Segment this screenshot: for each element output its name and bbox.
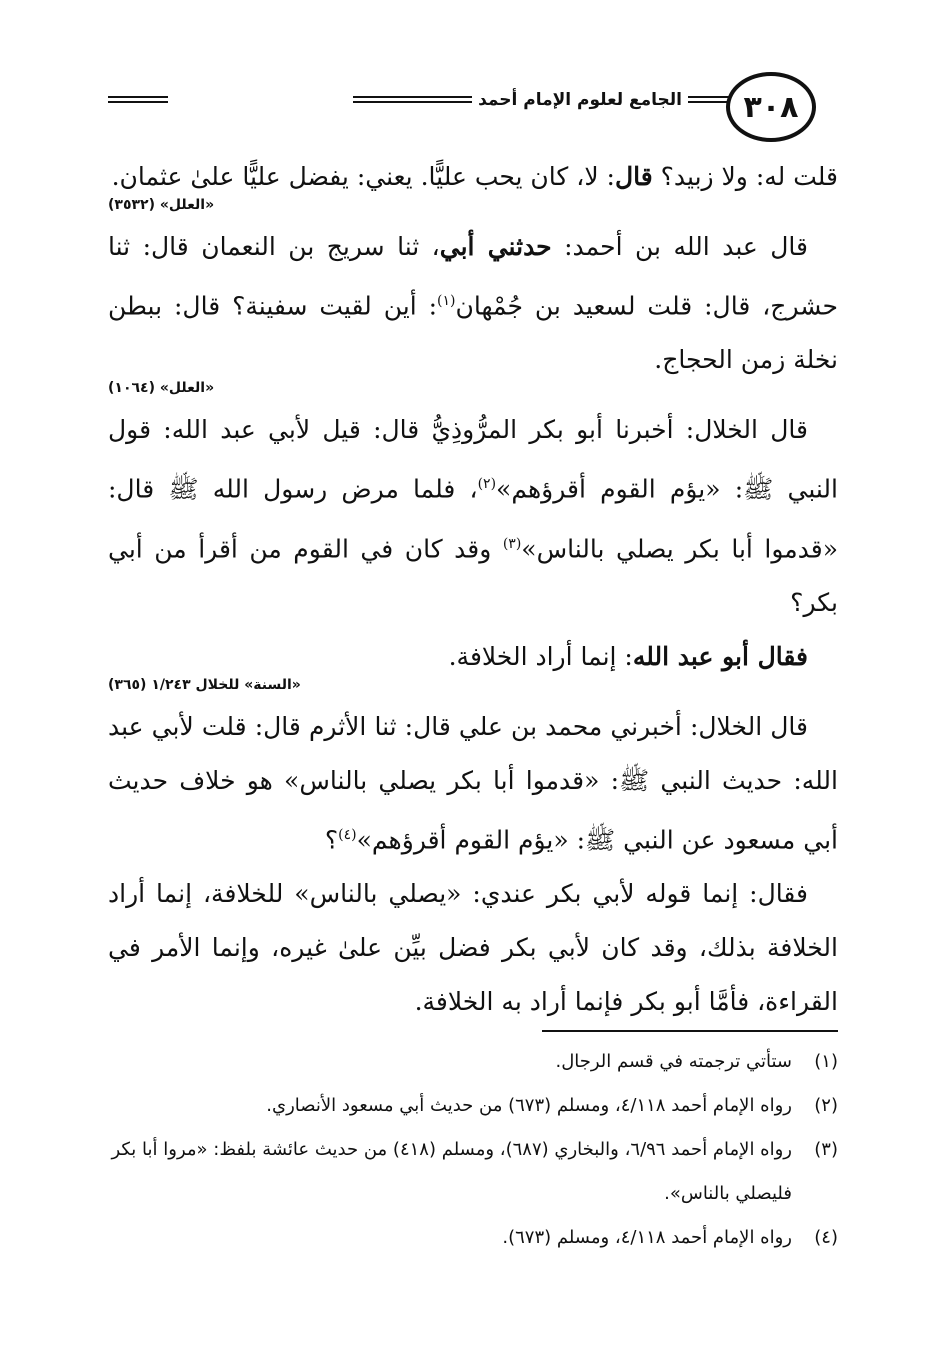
paragraph: قال الخلال: أخبرني محمد بن علي قال: ثنا الأثرم قال: قلت لأبي عبد الله: حديث النبي ﷺ: «قدموا أبا بكر يصلي بالناس» هو خلاف حديث أبي مسعود عن النبي ﷺ: «يؤم القوم أقرؤهم»$^{(٤)}$؟ [108,711,838,855]
footnotes [108,1040,838,1260]
page-header [108,72,838,142]
paragraph: قال الخلال: أخبرنا أبو بكر المرُّوذِيُّ قال: قيل لأبي عبد الله: قول النبي ﷺ: «يؤم القوم أقرؤهم»$^{(٢)}$، فلما مرض رسول الله ﷺ قال: «قدموا أبا بكر يصلي بالناس»$^{(٣)}$ وقد كان في القوم من أقرأ من أبي بكر؟ [108,415,839,617]
footnote-text: رواه الإمام أحمد ٤/١١٨، ومسلم (٦٧٣). [502,1227,792,1248]
footnote-number: (١) [814,1051,838,1072]
footnote-number: (٣) [814,1139,838,1160]
footnote [108,1084,838,1128]
footnote-number: (٤) [814,1227,838,1248]
footnote-separator [542,1030,838,1032]
footnote-number: (٢) [814,1095,838,1116]
header-rule-left [108,96,168,103]
paragraph: فقال أبو عبد الله: إنما أراد الخلافة. [448,641,808,671]
footnote-text: رواه الإمام أحمد ٤/١١٨، ومسلم (٦٧٣) من حديث أبي مسعود الأنصاري. [266,1095,792,1116]
main-text [108,150,838,1029]
page-number: ٣٠٨ [726,72,816,142]
paragraph: فقال: إنما قوله لأبي بكر عندي: «يصلي بالناس» للخلافة، إنما أراد الخلافة بذلك، وقد كان لأبي بكر فضل بيِّن علىٰ غيره، وإنما الأمر في القراءة، فأمَّا أبو بكر فإنما أراد به الخلافة. [108,879,838,1017]
source-citation: «العلل» (٣٥٣٢) [108,197,215,213]
footnote-text: رواه الإمام أحمد ٦/٩٦، والبخاري (٦٨٧)، ومسلم (٤١٨) من حديث عائشة بلفظ: «مروا أبا بكر فليصلي بالناس». [111,1139,792,1204]
footnote [108,1040,838,1084]
footnote [108,1216,838,1260]
running-title: الجامع لعلوم الإمام أحمد [472,90,688,110]
source-citation: «العلل» (١٠٦٤) [108,380,215,397]
footnote [108,1128,838,1216]
paragraph: قلت له: ولا زبيد؟ قال: لا، كان يحب عليًّا. يعني: يفضل عليًّا علىٰ عثمان. [111,162,838,191]
paragraph: قال عبد الله بن أحمد: حدثني أبي، ثنا سريج بن النعمان قال: ثنا حشرج، قال: قلت لسعيد بن جُمْهان$^{(١)}$: أين لقيت سفينة؟ قال: ببطن نخلة زمن الحجاج. [108,232,838,375]
source-citation: «السنة» للخلال ١/٢٤٣ (٣٦٥) [108,676,301,693]
footnote-text: ستأتي ترجمته في قسم الرجال. [555,1051,792,1072]
